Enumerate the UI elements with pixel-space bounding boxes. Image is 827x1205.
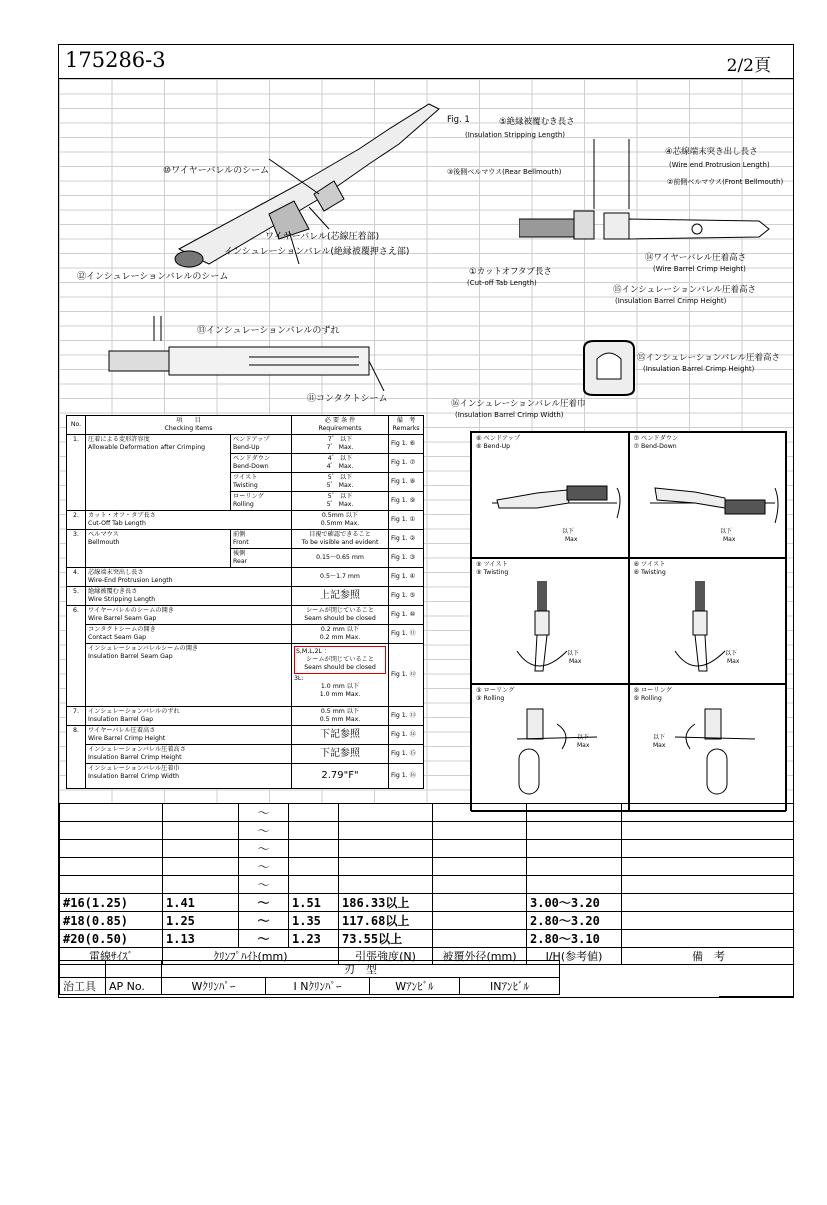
- max-jp: 以下: [577, 734, 590, 741]
- req: 0.15～0.65 mm: [292, 549, 389, 568]
- item-jp: 圧着による変形許容度: [88, 436, 150, 443]
- tilde: ～: [239, 912, 289, 930]
- item-en: Insulation Barrel Gap: [88, 716, 154, 723]
- blade-type-header: 刃 型: [162, 961, 560, 978]
- max-en: Max: [569, 658, 582, 665]
- tilde: ～: [239, 858, 289, 876]
- crimp-min: 1.13: [163, 930, 239, 948]
- req-sizes: S,M,L,2L ：: [296, 648, 331, 655]
- col-w-anvil: Wｱﾝﾋﾞﾙ: [370, 978, 460, 995]
- tilde: ～: [239, 840, 289, 858]
- req: 2.79"F": [292, 764, 389, 789]
- fig1-strip-jp: ⑤絶縁被覆むき長さ: [499, 117, 575, 127]
- remark: Fig 1. ⑨: [389, 492, 424, 511]
- panel-title-jp: ⑥ ベンドアップ: [476, 435, 521, 442]
- item-jp: 芯線端末突出し長さ: [88, 569, 144, 576]
- col-strength: 引張強度(N): [339, 948, 433, 965]
- req-en: 5゜ Max.: [326, 501, 354, 508]
- remark: Fig 1. ⑦: [389, 454, 424, 473]
- crimp-min: 1.25: [163, 912, 239, 930]
- col-no: No.: [67, 416, 86, 435]
- label-wire-barrel: ワイヤーバレル(芯線圧着部): [265, 232, 380, 242]
- max-jp: 以下: [567, 650, 580, 657]
- sub-en: Rolling: [233, 501, 254, 508]
- panel-twisting-2: [629, 558, 787, 684]
- panel-title-en: ⑨ Rolling: [633, 695, 662, 702]
- sub-jp: ツイスト: [233, 474, 258, 481]
- req-jp: シームが閉じていること: [305, 656, 375, 663]
- sub-jp: ローリング: [233, 493, 264, 500]
- panel-rolling-2: [629, 684, 787, 812]
- tilde: ～: [239, 930, 289, 948]
- table-row: [60, 930, 795, 948]
- panel-title-jp: ⑨ ローリング: [476, 687, 515, 694]
- table-row: [67, 606, 424, 625]
- tilde: ～: [239, 894, 289, 912]
- req: 上記参照: [292, 587, 389, 606]
- col-note: 備 考: [622, 948, 795, 965]
- panel-title-jp: ⑧ ツイスト: [633, 561, 666, 568]
- req-en: Seam should be closed: [304, 664, 376, 671]
- col-ih: I/H(参考値): [527, 948, 622, 965]
- max-en: Max: [577, 742, 590, 749]
- max-jp: 以下: [652, 734, 665, 741]
- col-jig: 治工具: [60, 978, 106, 995]
- tilde: ～: [239, 822, 289, 840]
- remark: Fig 1. ⑯: [389, 764, 424, 789]
- max-en: Max: [652, 742, 665, 749]
- highlight-box: [294, 646, 386, 674]
- col-rem-en: Remarks: [392, 425, 420, 432]
- remark: Fig 1. ⑤: [389, 587, 424, 606]
- remark: Fig 1. ⑫: [389, 644, 424, 707]
- tilde: ～: [239, 804, 289, 822]
- item-jp: ベルマウス: [88, 531, 119, 538]
- fig1-ins-crimp2-jp: ⑮インシュレーションバレル圧着高さ: [637, 353, 780, 363]
- req: 下記参照: [292, 726, 389, 745]
- req-jp: 7゜ 以下: [327, 436, 353, 443]
- ins-height: 2.80～3.20: [527, 912, 622, 930]
- bottom-rule: [719, 996, 794, 998]
- tilde: ～: [239, 876, 289, 894]
- item-en: Contact Seam Gap: [88, 634, 147, 641]
- req-en: 0.5mm Max.: [320, 520, 360, 527]
- table-row: [67, 644, 424, 707]
- max-en: Max: [565, 536, 578, 543]
- item-jp: インシュレーションバレル圧着高さ: [88, 746, 186, 753]
- twist2-drawing: [635, 571, 785, 681]
- item-en: Wire Barrel Crimp Height: [88, 735, 166, 742]
- crimp-max: 1.51: [289, 894, 339, 912]
- checking-items-table: [66, 415, 424, 789]
- sub-jp: ベンドダウン: [233, 455, 271, 462]
- req-en: 7゜ Max.: [326, 444, 354, 451]
- sub-en: Twisting: [233, 482, 258, 489]
- fig1-wire-crimp-en: (Wire Barrel Crimp Height): [653, 265, 746, 273]
- twist-drawing: [477, 571, 627, 681]
- remark: Fig 1. ⑩: [389, 606, 424, 625]
- req-jp: 5゜ 以下: [327, 474, 353, 481]
- item-en: Cut-Off Tab Length: [88, 520, 146, 527]
- fig1-wire-crimp-jp: ⑭ワイヤーバレル圧着高さ: [645, 253, 747, 263]
- crimp-min: 1.41: [163, 894, 239, 912]
- row-no: 8.: [67, 726, 86, 789]
- fig1-ins-width-en: (Insulation Barrel Crimp Width): [455, 411, 564, 419]
- bend-down-drawing: [635, 448, 785, 558]
- item-en: Insulation Barrel Seam Gap: [88, 653, 173, 660]
- row-no: 5.: [67, 587, 86, 606]
- tensile-strength: 73.55以上: [339, 930, 433, 948]
- req-jp: 目視で確認できること: [309, 531, 371, 538]
- req-en: 5゜ Max.: [326, 482, 354, 489]
- col-rem-jp: 備 考: [396, 417, 416, 424]
- fig1-front: ②前側ベルマウス(Front Bellmouth): [667, 178, 784, 186]
- req: 0.5～1.7 mm: [292, 568, 389, 587]
- panel-bend-down: [629, 432, 787, 558]
- fig1-wire-end-en: (Wire end Protrusion Length): [669, 161, 770, 169]
- panel-rolling: [471, 684, 629, 812]
- item-jp: 絶縁被覆むき長さ: [88, 588, 138, 595]
- req-jp: 0.2 mm 以下: [320, 626, 360, 633]
- req-en: To be visible and evident: [301, 539, 379, 546]
- item-jp: コンタクトシームの開き: [88, 626, 156, 633]
- rolling2-drawing: [635, 699, 785, 809]
- max-en: Max: [726, 658, 739, 665]
- col-item-en: Checking Items: [164, 425, 213, 432]
- col-in-anvil: INｱﾝﾋﾞﾙ: [460, 978, 560, 995]
- item-en: Wire Barrel Seam Gap: [88, 615, 157, 622]
- item-en: Insulation Barrel Crimp Height: [88, 754, 182, 761]
- req-jp: 5゜ 以下: [327, 493, 353, 500]
- ins-height: 2.80～3.10: [527, 930, 622, 948]
- col-item-jp: 項 目: [176, 417, 201, 424]
- grid-background: [59, 79, 793, 803]
- ins-height: 3.00～3.20: [527, 894, 622, 912]
- fig1-cutoff-en: (Cut-off Tab Length): [467, 279, 537, 287]
- req-jp: 0.5mm 以下: [321, 512, 359, 519]
- label-wire-seam: ⑩ワイヤーバレルのシーム: [163, 166, 270, 176]
- bend-up-drawing: [477, 448, 627, 558]
- page-number: 2/2頁: [726, 56, 771, 76]
- remark: Fig 1. ②: [389, 530, 424, 549]
- max-en: Max: [722, 536, 735, 543]
- fig1-rear: ③後側ベルマウス(Rear Bellmouth): [447, 168, 562, 176]
- fig1-terminal-drawing: [519, 139, 779, 259]
- wire-size: #16(1.25): [60, 894, 163, 912]
- terminal-perspective-drawing: [119, 89, 459, 269]
- item-en: Bellmouth: [88, 539, 120, 546]
- col-wire-size: 電線ｻｲｽﾞ: [60, 948, 163, 965]
- fig1-ins-crimp-en: (Insulation Barrel Crimp Height): [615, 297, 727, 305]
- req-en: 4゜ Max.: [326, 463, 354, 470]
- tensile-strength: 186.33以上: [339, 894, 433, 912]
- table-row: [67, 745, 424, 764]
- label-ins-barrel: インシュレーションバレル(絶縁被覆押さえ部): [224, 247, 410, 257]
- sub-jp: 前側: [233, 531, 246, 538]
- rolling-drawing: [477, 699, 627, 809]
- col-req-en: Requirements: [318, 425, 362, 432]
- panel-title-en: ⑨ Rolling: [476, 695, 505, 702]
- remark: Fig 1. ①: [389, 511, 424, 530]
- max-jp: 以下: [719, 528, 732, 535]
- item-en: Wire-End Protrusion Length: [88, 577, 173, 584]
- fig1-cutoff-jp: ①カットオフタブ長さ: [469, 267, 552, 277]
- remark: Fig 1. ⑬: [389, 707, 424, 726]
- remark: Fig 1. ⑭: [389, 726, 424, 745]
- sub-en: Bend-Up: [233, 444, 260, 451]
- table-row: [67, 587, 424, 606]
- sub-jp: 後側: [233, 550, 246, 557]
- table-row: [67, 707, 424, 726]
- tooling-table: [59, 960, 560, 995]
- fig1-title: Fig. 1: [447, 115, 470, 125]
- fig1-strip-en: (Insulation Stripping Length): [465, 131, 566, 139]
- wire-size: #18(0.85): [60, 912, 163, 930]
- item-jp: ワイヤーバレル圧着高さ: [88, 727, 156, 734]
- sub-jp: ベンドアップ: [233, 436, 270, 443]
- req-en: 0.5 mm Max.: [319, 716, 361, 723]
- req-en: Seam should be closed: [304, 615, 376, 622]
- sub-en: Front: [233, 539, 249, 546]
- remark: Fig 1. ③: [389, 549, 424, 568]
- req-en: 0.2 mm Max.: [319, 634, 361, 641]
- remark: Fig 1. ⑧: [389, 473, 424, 492]
- wire-size: #20(0.50): [60, 930, 163, 948]
- row-no: 1.: [67, 435, 86, 511]
- req-jp: 0.5 mm 以下: [320, 708, 360, 715]
- col-w-crimper: Wｸﾘﾝﾊﾟｰ: [162, 978, 266, 995]
- remark: Fig 1. ⑥: [389, 435, 424, 454]
- req-jp: 4゜ 以下: [327, 455, 353, 462]
- panel-twisting: [471, 558, 629, 684]
- table-row: [67, 435, 424, 454]
- max-jp: 以下: [724, 650, 737, 657]
- table-row: [67, 511, 424, 530]
- fig1-wire-end-jp: ④芯線端末突き出し長さ: [665, 147, 758, 157]
- item-jp: インシュレーションバレルシームの開き: [88, 645, 199, 652]
- table-row: [60, 894, 795, 912]
- part-number: 175286-3: [65, 48, 166, 72]
- col-ap-no: AP No.: [106, 978, 162, 995]
- panel-title-jp: ⑦ ベンドダウン: [633, 435, 679, 442]
- col-req-jp: 必 要 条 件: [324, 417, 356, 424]
- row-no: 3.: [67, 530, 86, 568]
- table-row: [60, 912, 795, 930]
- ins-barrel-section-drawing: [579, 339, 639, 399]
- panel-title-en: ⑧ Twisting: [476, 569, 509, 576]
- table-row: [67, 726, 424, 745]
- label-ins-gap: ⑬インシュレーションバレルのずれ: [197, 326, 340, 336]
- sheet-header: [59, 45, 793, 79]
- req-3l: 3L:: [294, 675, 304, 682]
- row-no: 6.: [67, 606, 86, 707]
- row-no: 2.: [67, 511, 86, 530]
- panel-title-en: ⑧ Twisting: [633, 569, 666, 576]
- item-jp: ワイヤーバレルのシームの開き: [88, 607, 174, 614]
- fig1-ins-crimp-jp: ⑮インシュレーションバレル圧着高さ: [613, 285, 756, 295]
- max-jp: 以下: [562, 528, 575, 535]
- panel-bend-up: [471, 432, 629, 558]
- deformation-panels: [470, 431, 787, 811]
- remark: Fig 1. ⑪: [389, 625, 424, 644]
- sub-en: Bend-Down: [233, 463, 269, 470]
- fig1-ins-width-jp: ⑯インシュレーションバレル圧着巾: [451, 399, 586, 409]
- crimp-max: 1.23: [289, 930, 339, 948]
- drawing-sheet: [58, 44, 794, 998]
- fig1-ins-crimp2-en: (Insulation Barrel Crimp Height): [643, 365, 755, 373]
- panel-title-jp: ⑨ ローリング: [633, 687, 672, 694]
- req: 下記参照: [292, 745, 389, 764]
- req-jp: シームが閉じていること: [305, 607, 375, 614]
- item-jp: カット・オフ・タブ長さ: [88, 512, 156, 519]
- table-row: [67, 568, 424, 587]
- remark: Fig 1. ④: [389, 568, 424, 587]
- sub-en: Rear: [233, 558, 248, 565]
- item-en: Allowable Deformation after Crimping: [88, 444, 206, 451]
- item-jp: インシュレーションバレル圧着巾: [88, 765, 180, 772]
- col-cover-od: 被覆外径(mm): [433, 948, 527, 965]
- row-no: 7.: [67, 707, 86, 726]
- col-crimp-height: ｸﾘﾝﾌﾟﾊｲﾄ(mm): [163, 948, 339, 965]
- table-row: [67, 625, 424, 644]
- crimp-max: 1.35: [289, 912, 339, 930]
- table-row: [67, 530, 424, 549]
- item-jp: インシュレーションバレルのずれ: [88, 708, 180, 715]
- label-contact-seam: ⑪コンタクトシーム: [307, 394, 388, 404]
- panel-title-jp: ⑧ ツイスト: [476, 561, 508, 568]
- panel-title-en: ⑦ Bend-Down: [633, 443, 677, 450]
- req-3l-en: 1.0 mm Max.: [319, 691, 361, 698]
- panel-title-en: ⑥ Bend-Up: [476, 443, 511, 450]
- col-in-crimper: I Nｸﾘﾝﾊﾟｰ: [266, 978, 370, 995]
- label-ins-seam: ⑫インシュレーションバレルのシーム: [77, 272, 229, 282]
- item-en: Wire Stripping Length: [88, 596, 156, 603]
- remark: Fig 1. ⑮: [389, 745, 424, 764]
- tensile-strength: 117.68以上: [339, 912, 433, 930]
- table-row: [67, 764, 424, 789]
- req-3l-jp: 1.0 mm 以下: [320, 683, 360, 690]
- item-en: Insulation Barrel Crimp Width: [88, 773, 180, 780]
- row-no: 4.: [67, 568, 86, 587]
- crimp-height-table: [59, 803, 794, 965]
